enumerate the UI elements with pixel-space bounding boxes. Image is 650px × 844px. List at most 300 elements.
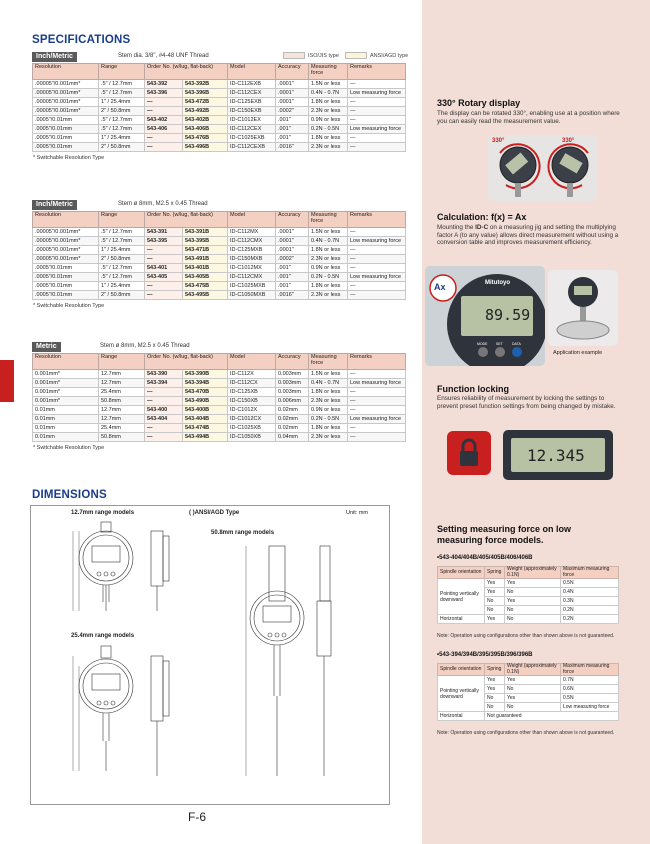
ansi-swatch [345, 52, 367, 59]
spec-cell: ID-C125EXB [228, 98, 276, 107]
label-unit: Unit: mm [346, 510, 368, 516]
dimension-drawing [30, 505, 390, 805]
spec-cell: .00005"/0.001mm* [33, 246, 99, 255]
spec-cell: 1.8N or less [309, 246, 348, 255]
footnote: * Switchable Resolution Type [33, 303, 105, 310]
side-view-127 [151, 531, 169, 611]
spec-cell: 543-400 [145, 406, 183, 415]
mf-horizontal-label: Horizontal [438, 615, 485, 624]
spec-cell: .00005"/0.001mm* [33, 107, 99, 116]
spec-row [33, 424, 406, 433]
spec-cell: .0005"/0.01mm [33, 273, 99, 282]
spec-cell: — [145, 134, 183, 143]
spec-cell: 543-396B [183, 89, 228, 98]
spec-cell: ID-C150MXB [228, 255, 276, 264]
spec-cell: .001" [276, 264, 309, 273]
spec-cell: 2.3N or less [309, 255, 348, 264]
application-label: Application example [553, 350, 603, 356]
mf-cell: Not guaranteed [485, 712, 619, 721]
mf-th-weight: Weight (approximately 0.1N) [505, 664, 561, 676]
spec-cell: 1" / 25.4mm [99, 98, 145, 107]
legend-ansi-label: ANSI/AGD type [370, 52, 409, 59]
footnote: * Switchable Resolution Type [33, 445, 105, 452]
rotary-angle-left: 330° [492, 138, 505, 144]
mf-cell: No [485, 694, 505, 703]
spec-cell: ID-C112CMX [228, 237, 276, 246]
spec-cell: — [348, 433, 406, 442]
spec-cell: .0005"/0.01mm [33, 291, 99, 300]
spec-row [33, 98, 406, 107]
spec-row [33, 379, 406, 388]
spec-cell: .5" / 12.7mm [99, 125, 145, 134]
spec-column-header: Accuracy [276, 212, 309, 228]
spec-cell: ID-C150EXB [228, 107, 276, 116]
spec-cell: .0016" [276, 143, 309, 152]
spec-cell: 543-390 [145, 370, 183, 379]
spec-cell: .0005"/0.01mm [33, 282, 99, 291]
spec-column-header: Accuracy [276, 354, 309, 370]
spec-row [33, 291, 406, 300]
spec-cell: 543-406B [183, 125, 228, 134]
mf-th-spring: Spring [485, 567, 505, 579]
spec-cell: 543-494B [183, 433, 228, 442]
spec-cell: .0001" [276, 89, 309, 98]
spec-cell: 543-496B [183, 143, 228, 152]
spec-cell: ID-C112CEXB [228, 143, 276, 152]
spec-cell: Low measuring force [348, 415, 406, 424]
calc-title: Calculation: f(x) = Ax [437, 212, 527, 222]
spec-cell: 543-472B [183, 98, 228, 107]
application-photo [548, 270, 618, 346]
spec-cell: — [145, 433, 183, 442]
mf-th-spring: Spring [485, 664, 505, 676]
spec-cell: 0.4N - 0.7N [309, 379, 348, 388]
mf-cell: Yes [505, 676, 561, 685]
spec-cell: — [348, 370, 406, 379]
spec-cell: .5" / 12.7mm [99, 273, 145, 282]
mf-table1-row [438, 615, 619, 624]
spec-cell: Low measuring force [348, 273, 406, 282]
spec-column-header: Model [228, 354, 276, 370]
spec-cell: ID-C1050MXB [228, 291, 276, 300]
spec-cell: .00005"/0.001mm* [33, 89, 99, 98]
spec-column-header: Accuracy [276, 64, 309, 80]
spec-cell: .00005"/0.001mm* [33, 237, 99, 246]
spec-cell: 0.001mm* [33, 379, 99, 388]
spec-cell: — [348, 116, 406, 125]
spec-cell: .0001" [276, 98, 309, 107]
side-view-508 [317, 546, 331, 776]
mf-table1-header [438, 567, 619, 579]
spec-cell: .0002" [276, 107, 309, 116]
spec-column-header: Measuring force [309, 64, 348, 80]
spec-cell: .001" [276, 125, 309, 134]
spec-cell: 0.01mm [33, 415, 99, 424]
spec-cell: .0005"/0.01mm [33, 264, 99, 273]
spec-cell: 0.9N or less [309, 116, 348, 125]
mode-button-label: MODE [477, 342, 488, 346]
lock-icon [447, 431, 491, 475]
spec-row [33, 388, 406, 397]
spec-cell: — [348, 406, 406, 415]
spec-cell: 543-394B [183, 379, 228, 388]
spec-cell: 12.7mm [99, 379, 145, 388]
mf-group-label: Pointing vertically downward [438, 579, 485, 615]
spec-cell: .001" [276, 273, 309, 282]
spec-cell: 543-404B [183, 415, 228, 424]
spec-cell: — [348, 264, 406, 273]
mf-cell: 0.2N [561, 615, 619, 624]
spec-column-header: Range [99, 354, 145, 370]
spec-cell: 0.4N - 0.7N [309, 89, 348, 98]
spec-column-header: Order No. (w/lug, flat-back) [145, 64, 228, 80]
rotary-illustration [488, 135, 598, 201]
spec-cell: 543-491B [183, 255, 228, 264]
footnote: * Switchable Resolution Type [33, 155, 105, 162]
lock-icon-tile [447, 431, 491, 475]
mf-cell: Yes [505, 579, 561, 588]
iso-swatch [283, 52, 305, 59]
front-view-508 [246, 546, 304, 776]
rotary-gauge-right [548, 144, 588, 197]
spec-cell: 543-394 [145, 379, 183, 388]
spec-cell: Low measuring force [348, 89, 406, 98]
spec-row [33, 134, 406, 143]
mf-cell: 0.4N [561, 588, 619, 597]
set-button-shape [495, 347, 505, 357]
dimensions-heading: DIMENSIONS [32, 489, 107, 501]
mf-cell: 0.5N [561, 579, 619, 588]
spec-cell: .0001" [276, 228, 309, 237]
front-view-127 [73, 522, 133, 611]
label-254-models: 25.4mm range models [71, 633, 135, 639]
spec-cell: 1.8N or less [309, 388, 348, 397]
spec-cell: 543-396 [145, 89, 183, 98]
spec-cell: 1.8N or less [309, 134, 348, 143]
mode-button-shape [478, 347, 488, 357]
spec-cell: 25.4mm [99, 424, 145, 433]
spec-row [33, 433, 406, 442]
mf-cell: No [485, 606, 505, 615]
spec-cell: 0.003mm [276, 379, 309, 388]
spec-cell: .0005"/0.01mm [33, 134, 99, 143]
spec-cell: 543-471B [183, 246, 228, 255]
spec-cell: 543-392 [145, 80, 183, 89]
mf-th-max-force: Maximum measuring force [561, 664, 619, 676]
spec-cell: 0.003mm [276, 370, 309, 379]
spec-cell: 0.02mm [276, 415, 309, 424]
spec-cell: .5" / 12.7mm [99, 116, 145, 125]
spec-column-header: Remarks [348, 64, 406, 80]
spec-cell: .0001" [276, 80, 309, 89]
spec-cell: 543-401 [145, 264, 183, 273]
spec-row [33, 273, 406, 282]
spec-cell: 1.5N or less [309, 228, 348, 237]
mf-cell: Yes [505, 694, 561, 703]
mf-note-2: Note: Operation using configurations other than shown above is not guaranteed. [437, 730, 615, 736]
mf-cell: 0.6N [561, 685, 619, 694]
spec-column-header: Range [99, 64, 145, 80]
rotary-photo [488, 135, 598, 201]
spec-cell: 543-406 [145, 125, 183, 134]
mf-cell: Low measuring force [561, 703, 619, 712]
spec-cell: 0.01mm [33, 433, 99, 442]
spec-cell: 0.01mm [33, 406, 99, 415]
spec-cell: 543-400B [183, 406, 228, 415]
spec-cell: 0.4N - 0.7N [309, 237, 348, 246]
mf-table1 [437, 566, 619, 624]
spec-row [33, 406, 406, 415]
spec-cell: 543-405 [145, 273, 183, 282]
mf-cell: Yes [485, 579, 505, 588]
spec-cell: Low measuring force [348, 125, 406, 134]
mf-table2-head: •543-394/394B/395/395B/396/396B [437, 652, 533, 658]
page-number: F-6 [188, 810, 206, 824]
spec-cell: .5" / 12.7mm [99, 89, 145, 98]
spec-cell: — [348, 388, 406, 397]
spec-cell: Low measuring force [348, 379, 406, 388]
spec-cell: 1" / 25.4mm [99, 282, 145, 291]
data-button-label: DATA [512, 342, 521, 346]
mf-cell: No [505, 615, 561, 624]
spec-cell: .0001" [276, 246, 309, 255]
spec-cell: 1" / 25.4mm [99, 134, 145, 143]
mf-cell: No [485, 703, 505, 712]
lock-display-value: 12.345 [527, 446, 585, 465]
spec-cell: ID-C1025EXB [228, 134, 276, 143]
mf-cell: Yes [485, 588, 505, 597]
mf-table1-head: •543-404/404B/405/405B/406/406B [437, 555, 533, 561]
spec-cell: 12.7mm [99, 370, 145, 379]
spec-table [32, 353, 406, 442]
spec-cell: .5" / 12.7mm [99, 228, 145, 237]
spec-cell: 2.3N or less [309, 291, 348, 300]
spec-row [33, 143, 406, 152]
spec-cell: — [348, 246, 406, 255]
spec-cell: — [145, 388, 183, 397]
spec-column-header: Order No. (w/lug, flat-back) [145, 212, 228, 228]
spec-cell: .0005"/0.01mm [33, 143, 99, 152]
spec-cell: ID-C1012MX [228, 264, 276, 273]
spec-cell: Low measuring force [348, 237, 406, 246]
spec-cell: 543-475B [183, 282, 228, 291]
spec-cell: ID-C125XB [228, 388, 276, 397]
spec-cell: 25.4mm [99, 388, 145, 397]
spec-column-header: Model [228, 64, 276, 80]
spec-cell: 2" / 50.8mm [99, 143, 145, 152]
mf-group-label: Pointing vertically downward [438, 676, 485, 712]
data-button-shape [512, 347, 522, 357]
calc-body [437, 224, 622, 247]
spec-row [33, 415, 406, 424]
mf-cell: Yes [485, 685, 505, 694]
spec-row [33, 370, 406, 379]
spec-cell: ID-C1012CX [228, 415, 276, 424]
legend-ansi [345, 52, 408, 59]
lock-body: Ensures reliability of measurement by locking the settings to prevent preset function settings from being changed by mistake. [437, 395, 616, 410]
spec-cell: .5" / 12.7mm [99, 237, 145, 246]
rotary-angle-right: 330° [562, 138, 575, 144]
spec-cell: — [145, 107, 183, 116]
spec-cell: — [145, 255, 183, 264]
spec-cell: .00005"/0.001mm* [33, 98, 99, 107]
spec-row [33, 282, 406, 291]
calc-gauge-photo [425, 266, 545, 366]
set-button-label: SET [496, 342, 503, 346]
mf-cell: 0.7N [561, 676, 619, 685]
mf-table2-header [438, 664, 619, 676]
legend-iso-label: ISO/JIS type [308, 52, 339, 59]
section-label: Inch/Metric [32, 200, 77, 210]
spec-header-row [33, 212, 406, 228]
mf-cell: 0.3N [561, 597, 619, 606]
label-508-models: 50.8mm range models [211, 530, 275, 536]
spec-row [33, 125, 406, 134]
mf-cell: No [505, 685, 561, 694]
mf-table2 [437, 663, 619, 721]
section-label: Inch/Metric [32, 52, 77, 62]
spec-cell: ID-C150XB [228, 397, 276, 406]
mf-cell: Yes [485, 615, 505, 624]
spec-column-header: Remarks [348, 354, 406, 370]
spec-cell: ID-C1025MXB [228, 282, 276, 291]
mf-cell: No [505, 588, 561, 597]
spec-cell: 50.8mm [99, 433, 145, 442]
spec-cell: 543-404 [145, 415, 183, 424]
spec-row [33, 80, 406, 89]
spec-cell: 543-402B [183, 116, 228, 125]
spec-cell: 0.2N - 0.5N [309, 415, 348, 424]
spec-cell: 1" / 25.4mm [99, 246, 145, 255]
spec-cell: 2" / 50.8mm [99, 107, 145, 116]
spec-cell: 543-405B [183, 273, 228, 282]
section-note: Stem ø 8mm, M2.5 x 0.45 Thread [118, 201, 208, 207]
spec-cell: 2.3N or less [309, 397, 348, 406]
spec-row [33, 264, 406, 273]
spec-cell: .00005"/0.001mm* [33, 255, 99, 264]
spec-cell: .5" / 12.7mm [99, 264, 145, 273]
spec-cell: — [348, 228, 406, 237]
spec-cell: 543-402 [145, 116, 183, 125]
section-note: Stem dia. 3/8", #4-48 UNF Thread [118, 53, 209, 59]
mf-table1-row [438, 579, 619, 588]
mf-th-orientation: Spindle orientation [438, 567, 485, 579]
spec-row [33, 107, 406, 116]
mf-cell: No [485, 597, 505, 606]
spec-cell: .0016" [276, 291, 309, 300]
mf-cell: Yes [505, 597, 561, 606]
spec-cell: 543-474B [183, 424, 228, 433]
calc-display-value: 89.59 [485, 306, 531, 324]
spec-cell: 2.3N or less [309, 107, 348, 116]
spec-cell: 543-390B [183, 370, 228, 379]
section-edge-tab [0, 360, 14, 402]
spec-column-header: Order No. (w/lug, flat-back) [145, 354, 228, 370]
mf-table2-row [438, 676, 619, 685]
spec-cell: 543-395B [183, 237, 228, 246]
spec-cell: 12.7mm [99, 415, 145, 424]
spec-cell: 0.001mm* [33, 370, 99, 379]
spec-cell: — [348, 80, 406, 89]
spec-column-header: Measuring force [309, 212, 348, 228]
spec-table [32, 211, 406, 300]
lock-display-photo [503, 430, 613, 480]
spec-cell: — [348, 143, 406, 152]
spec-column-header: Model [228, 212, 276, 228]
technical-drawing [31, 506, 391, 806]
lock-title: Function locking [437, 384, 509, 394]
spec-cell: 543-476B [183, 134, 228, 143]
spec-cell: 0.02mm [276, 406, 309, 415]
spec-cell: — [348, 107, 406, 116]
spec-cell: 2" / 50.8mm [99, 291, 145, 300]
spec-cell: 543-492B [183, 107, 228, 116]
spec-cell: ID-C112EXB [228, 80, 276, 89]
spec-cell: — [348, 255, 406, 264]
calc-body-bold: ID-C [475, 224, 489, 231]
spec-cell: ID-C112CX [228, 379, 276, 388]
spec-cell: ID-C112CMX [228, 273, 276, 282]
mf-th-max-force: Maximum measuring force [561, 567, 619, 579]
spec-cell: — [145, 143, 183, 152]
spec-row [33, 246, 406, 255]
spec-cell: 1.8N or less [309, 424, 348, 433]
spec-cell: — [145, 397, 183, 406]
spec-cell: .0001" [276, 237, 309, 246]
spec-cell: 2" / 50.8mm [99, 255, 145, 264]
spec-cell: 543-391 [145, 228, 183, 237]
spec-cell: 2.3N or less [309, 143, 348, 152]
spec-cell: 1.8N or less [309, 282, 348, 291]
mf-horizontal-label: Horizontal [438, 712, 485, 721]
spec-cell: — [145, 291, 183, 300]
spec-cell: — [348, 291, 406, 300]
spec-cell: — [348, 134, 406, 143]
side-view-254 [151, 656, 169, 776]
spec-cell: 0.001mm* [33, 397, 99, 406]
spec-cell: 0.01mm [33, 424, 99, 433]
spec-cell: — [348, 282, 406, 291]
spec-column-header: Remarks [348, 212, 406, 228]
spec-row [33, 255, 406, 264]
spec-cell: ID-C112MX [228, 228, 276, 237]
spec-cell: ID-C1050XB [228, 433, 276, 442]
spec-cell: ID-C1025XB [228, 424, 276, 433]
spec-row [33, 237, 406, 246]
spec-cell: .00005"/0.001mm* [33, 80, 99, 89]
calc-body-part1: Mounting the [437, 224, 476, 231]
spec-cell: .0002" [276, 255, 309, 264]
spec-cell: ID-C125MXB [228, 246, 276, 255]
spec-cell: — [348, 98, 406, 107]
spec-column-header: Resolution [33, 64, 99, 80]
spec-column-header: Range [99, 212, 145, 228]
spec-cell: ID-C112CEX [228, 125, 276, 134]
spec-cell: 12.7mm [99, 406, 145, 415]
spec-cell: — [145, 98, 183, 107]
spec-cell: 543-490B [183, 397, 228, 406]
spec-cell: .001" [276, 116, 309, 125]
spec-cell: 0.9N or less [309, 406, 348, 415]
mf-cell: 0.5N [561, 694, 619, 703]
spec-row [33, 89, 406, 98]
spec-cell: .00005"/0.001mm* [33, 228, 99, 237]
front-view-254 [73, 646, 133, 771]
application-illustration [548, 270, 618, 346]
section-note: Stem ø 8mm, M2.5 x 0.45 Thread [100, 343, 190, 349]
mf-cell: 0.2N [561, 606, 619, 615]
spec-cell: ID-C1012X [228, 406, 276, 415]
